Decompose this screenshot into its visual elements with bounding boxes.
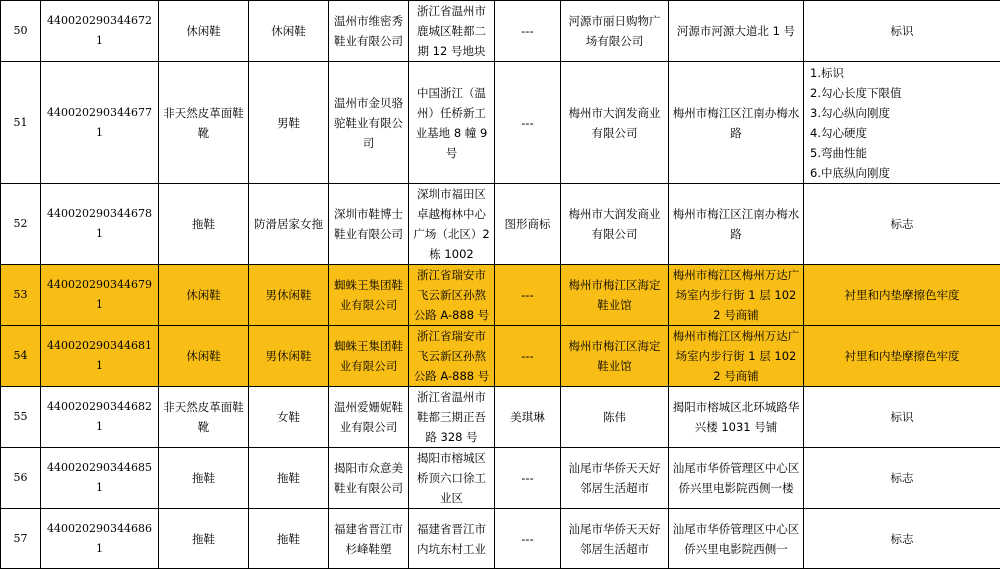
product-name-cell: 男休闲鞋 — [249, 265, 329, 326]
producer-name-cell: 温州爱姗妮鞋业有限公司 — [329, 387, 409, 448]
seller-name-cell: 梅州市大润发商业有限公司 — [561, 184, 669, 265]
table-row — [1, 1, 1000, 62]
producer-name-cell: 福建省晋江市杉峰鞋塑 — [329, 509, 409, 569]
sample-code-cell: 4400202903446791 — [41, 265, 159, 326]
producer-name-cell: 蜘蛛王集团鞋业有限公司 — [329, 326, 409, 387]
product-category-cell: 拖鞋 — [159, 448, 249, 509]
brand-cell: --- — [495, 509, 561, 569]
producer-address-cell: 浙江省温州市鹿城区鞋都二期 12 号地块 — [409, 1, 495, 62]
product-name-cell: 拖鞋 — [249, 509, 329, 569]
brand-cell: --- — [495, 62, 561, 184]
brand-cell: --- — [495, 1, 561, 62]
product-name-cell: 休闲鞋 — [249, 1, 329, 62]
brand-cell: 美琪琳 — [495, 387, 561, 448]
seller-name-cell: 汕尾市华侨天天好邻居生活超市 — [561, 509, 669, 569]
row-number-cell: 53 — [1, 265, 41, 326]
nonconforming-items-cell: 标识 — [804, 387, 1000, 448]
seller-address-cell: 梅州市梅江区梅州万达广场室内步行街 1 层 1022 号商铺 — [669, 326, 804, 387]
nonconforming-items-cell: 标志 — [804, 448, 1000, 509]
table-row — [1, 184, 1000, 265]
seller-name-cell: 汕尾市华侨天天好邻居生活超市 — [561, 448, 669, 509]
producer-address-cell: 浙江省瑞安市飞云新区孙熬公路 A-888 号 — [409, 265, 495, 326]
row-number-cell: 55 — [1, 387, 41, 448]
seller-name-cell: 梅州市梅江区海定鞋业馆 — [561, 265, 669, 326]
producer-name-cell: 蜘蛛王集团鞋业有限公司 — [329, 265, 409, 326]
producer-address-cell: 深圳市福田区卓越梅林中心广场（北区）2 栋 1002 — [409, 184, 495, 265]
sample-code-cell: 4400202903446861 — [41, 509, 159, 569]
seller-address-cell: 梅州市梅江区江南办梅水路 — [669, 62, 804, 184]
producer-name-cell: 揭阳市众意美鞋业有限公司 — [329, 448, 409, 509]
producer-name-cell: 温州市维密秀鞋业有限公司 — [329, 1, 409, 62]
nonconforming-items-cell: 衬里和内垫摩擦色牢度 — [804, 265, 1000, 326]
row-number-cell: 50 — [1, 1, 41, 62]
seller-name-cell: 梅州市梅江区海定鞋业馆 — [561, 326, 669, 387]
row-number-cell: 54 — [1, 326, 41, 387]
sample-code-cell: 4400202903446781 — [41, 184, 159, 265]
nonconforming-items-cell: 1.标识 2.勾心长度下限值 3.勾心纵向刚度 4.勾心硬度 5.弯曲性能 6.中底纵向刚度 — [804, 62, 1000, 184]
sample-code-cell: 4400202903446821 — [41, 387, 159, 448]
seller-address-cell: 梅州市梅江区梅州万达广场室内步行街 1 层 1022 号商铺 — [669, 265, 804, 326]
brand-cell: 图形商标 — [495, 184, 561, 265]
producer-address-cell: 福建省晋江市内坑东村工业 — [409, 509, 495, 569]
row-number-cell: 51 — [1, 62, 41, 184]
producer-address-cell: 揭阳市榕城区桥顶六口徐工业区 — [409, 448, 495, 509]
producer-address-cell: 浙江省瑞安市飞云新区孙熬公路 A-888 号 — [409, 326, 495, 387]
seller-address-cell: 揭阳市榕城区北环城路华兴楼 1031 号铺 — [669, 387, 804, 448]
product-name-cell: 拖鞋 — [249, 448, 329, 509]
sample-code-cell: 4400202903446721 — [41, 1, 159, 62]
product-category-cell: 拖鞋 — [159, 509, 249, 569]
sample-code-cell: 4400202903446811 — [41, 326, 159, 387]
product-category-cell: 拖鞋 — [159, 184, 249, 265]
nonconforming-items-cell: 标志 — [804, 509, 1000, 569]
brand-cell: --- — [495, 448, 561, 509]
product-name-cell: 女鞋 — [249, 387, 329, 448]
nonconforming-items-cell: 标志 — [804, 184, 1000, 265]
product-category-cell: 休闲鞋 — [159, 326, 249, 387]
row-number-cell: 57 — [1, 509, 41, 569]
seller-address-cell: 梅州市梅江区江南办梅水路 — [669, 184, 804, 265]
product-name-cell: 男鞋 — [249, 62, 329, 184]
row-number-cell: 52 — [1, 184, 41, 265]
seller-name-cell: 陈伟 — [561, 387, 669, 448]
producer-name-cell: 温州市金贝骆驼鞋业有限公司 — [329, 62, 409, 184]
product-category-cell: 休闲鞋 — [159, 1, 249, 62]
product-category-cell: 非天然皮革面鞋靴 — [159, 62, 249, 184]
seller-name-cell: 梅州市大润发商业有限公司 — [561, 62, 669, 184]
table-row — [1, 326, 1000, 387]
seller-address-cell: 河源市河源大道北 1 号 — [669, 1, 804, 62]
seller-address-cell: 汕尾市华侨管理区中心区侨兴里电影院西侧一 — [669, 509, 804, 569]
producer-name-cell: 深圳市鞋博士鞋业有限公司 — [329, 184, 409, 265]
brand-cell: --- — [495, 326, 561, 387]
table-row — [1, 265, 1000, 326]
seller-name-cell: 河源市丽日购物广场有限公司 — [561, 1, 669, 62]
product-name-cell: 男休闲鞋 — [249, 326, 329, 387]
brand-cell: --- — [495, 265, 561, 326]
producer-address-cell: 中国浙江（温州）任桥新工业基地 8 幢 9 号 — [409, 62, 495, 184]
seller-address-cell: 汕尾市华侨管理区中心区侨兴里电影院西侧一楼 — [669, 448, 804, 509]
table-row — [1, 387, 1000, 448]
product-name-cell: 防滑居家女拖 — [249, 184, 329, 265]
producer-address-cell: 浙江省温州市鞋都三期正吾路 328 号 — [409, 387, 495, 448]
table-row — [1, 62, 1000, 184]
nonconforming-items-cell: 衬里和内垫摩擦色牢度 — [804, 326, 1000, 387]
row-number-cell: 56 — [1, 448, 41, 509]
table-body — [1, 1, 1000, 569]
nonconforming-items-cell: 标识 — [804, 1, 1000, 62]
product-category-cell: 休闲鞋 — [159, 265, 249, 326]
table-row — [1, 448, 1000, 509]
product-category-cell: 非天然皮革面鞋靴 — [159, 387, 249, 448]
sample-code-cell: 4400202903446771 — [41, 62, 159, 184]
sample-code-cell: 4400202903446851 — [41, 448, 159, 509]
